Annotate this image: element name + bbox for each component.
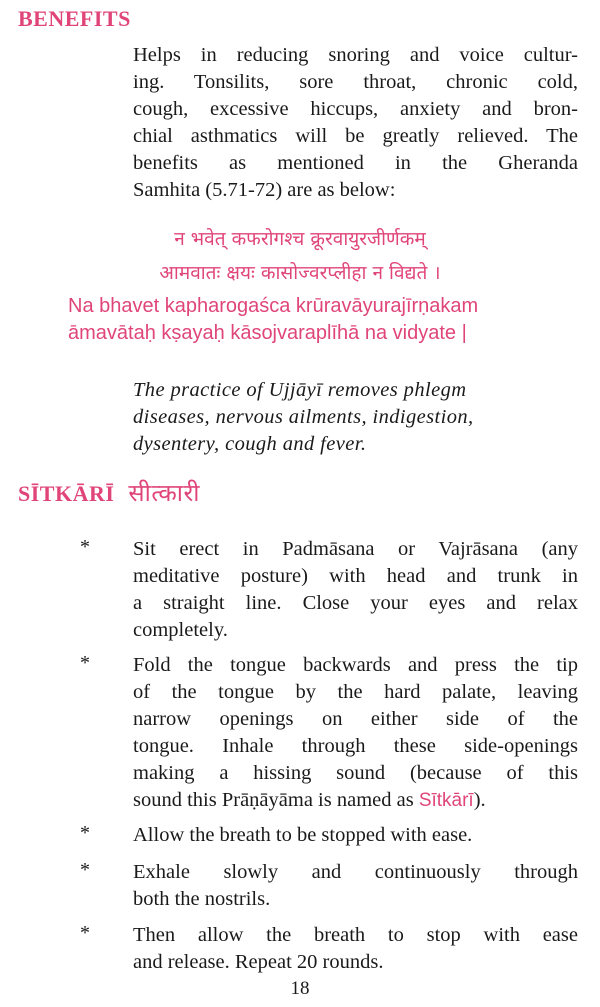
sitkari-heading: [18, 476, 200, 509]
translation-line: diseases, nervous ailments, indigestion,: [133, 406, 474, 428]
step-text: Sit erect in Padmāsana or Vajrāsana (any meditative posture) with head and trunk in a straight line. Close your eyes and relax completely.: [133, 538, 578, 641]
bullet-star: *: [80, 822, 90, 844]
benefits-paragraph: [133, 42, 578, 204]
devanagari-line: न भवेत् कफरोगश्च क्रूरवायुरजीर्णकम्: [174, 228, 426, 250]
benefits-line: cough, excessive hiccups, anxiety and bron-: [133, 98, 578, 120]
verse-transliteration: [68, 293, 588, 347]
sitkari-heading-roman: SĪTKĀRĪ: [18, 481, 115, 506]
sanskrit-verse: [0, 222, 600, 290]
step-text: Exhale slowly and continuously through both the nostrils.: [133, 861, 578, 910]
benefits-line: ing. Tonsilits, sore throat, chronic cold,: [133, 71, 578, 93]
benefits-line: chial asthmatics will be greatly relieved. The: [133, 125, 578, 147]
bullet-star: *: [80, 859, 90, 881]
benefits-heading: BENEFITS: [18, 6, 131, 31]
translation-line: The practice of Ujjāyī removes phlegm: [133, 379, 467, 401]
benefits-line: Helps in reducing snoring and voice cultur-: [133, 44, 578, 66]
bullet-star: *: [80, 922, 90, 944]
verse-translation: [133, 377, 578, 458]
sitkari-heading-devanagari: सीत्कारी: [128, 481, 201, 507]
benefits-line: benefits as mentioned in the Gheranda: [133, 152, 578, 174]
bullet-star: *: [80, 536, 90, 558]
translation-line: dysentery, cough and fever.: [133, 433, 367, 455]
step-text: Fold the tongue backwards and press the tip of the tongue by the hard palate, leaving narrow openings on either side of the tongue. Inhale through these side-openings making a hissing sound (because of this sound this Prāṇāyāma is named as Sītkārī).: [133, 654, 578, 811]
step-text: Then allow the breath to stop with ease and release. Repeat 20 rounds.: [133, 924, 578, 973]
sitkari-term: Sītkārī: [418, 790, 474, 811]
transliteration-line: Na bhavet kapharogaśca krūravāyurajīrṇakam: [68, 295, 479, 317]
page-number: 18: [290, 978, 310, 999]
transliteration-line: āmavātaḥ kṣayaḥ kāsojvaraplīhā na vidyate |: [68, 322, 467, 344]
benefits-line: Samhita (5.71-72) are as below:: [133, 179, 396, 201]
step-text: Allow the breath to be stopped with ease.: [133, 824, 473, 846]
devanagari-line: आमवातः क्षयः कासोज्वरप्लीहा न विद्यते ।: [159, 262, 441, 284]
bullet-star: *: [80, 652, 90, 674]
